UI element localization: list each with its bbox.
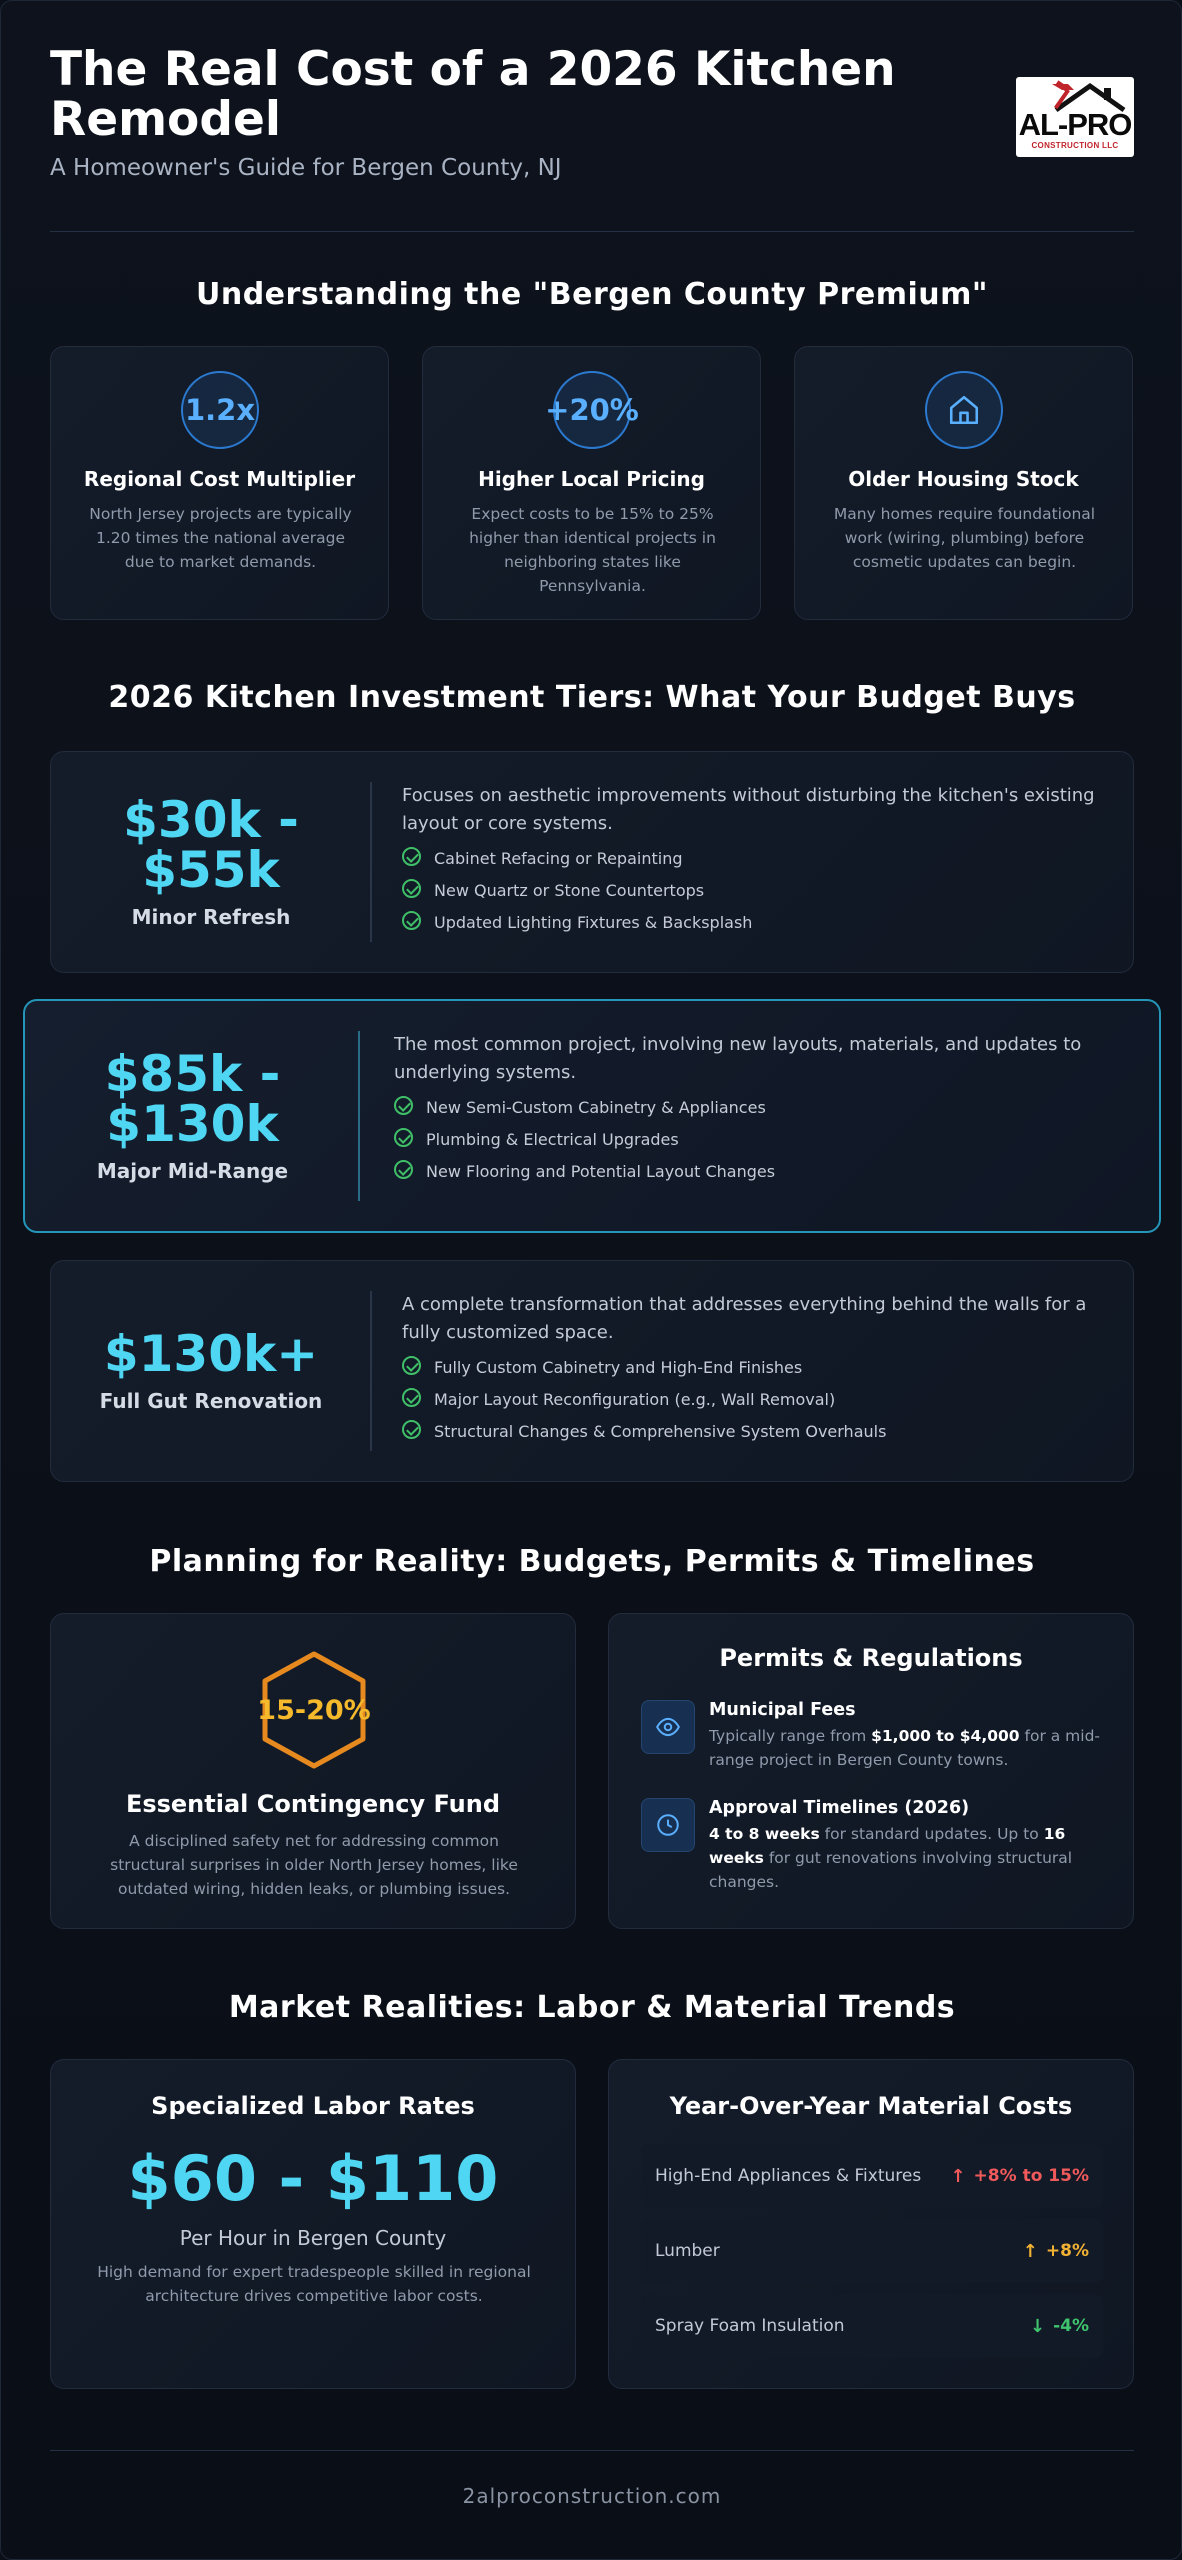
feature-item: [402, 1355, 1122, 1379]
feature-label: New Semi-Custom Cabinetry & Appliances: [426, 1097, 766, 1117]
header: [50, 42, 1134, 195]
material-change: ↑ +8% to 15%: [950, 2165, 1089, 2187]
permit-text: [709, 1700, 1101, 1772]
tier-divider: [370, 782, 372, 942]
contingency-title: Essential Contingency Fund: [125, 1790, 501, 1818]
feature-item: [394, 1095, 1134, 1119]
material-change: ↑ +8%: [1022, 2240, 1089, 2262]
pricing-badge: +20%: [553, 371, 631, 449]
contingency-card: [50, 1613, 576, 1929]
feature-item: [402, 1419, 1122, 1443]
check-circle-icon: [394, 1096, 416, 1118]
tier-details: [402, 782, 1122, 934]
feature-label: Cabinet Refacing or Repainting: [434, 848, 683, 868]
labor-desc: High demand for expert tradespeople skilled in regional architecture drives competitive labor costs.: [97, 2263, 531, 2305]
tier-details: [394, 1031, 1134, 1183]
logo-subtext: CONSTRUCTION LLC: [1031, 141, 1119, 150]
contingency-desc: A disciplined safety net for addressing common structural surprises in older North Jersey homes, like outdated wiring, hidden leaks, or plumbing issues.: [110, 1832, 518, 1898]
premium-card-housing: [794, 346, 1133, 620]
material-name: Spray Foam Insulation: [655, 2316, 845, 2336]
check-circle-icon: [394, 1160, 416, 1182]
arrow-up-icon: ↑: [950, 2165, 966, 2187]
labor-rates-card: [50, 2059, 576, 2389]
multiplier-badge: 1.2x: [181, 371, 259, 449]
feature-item: [402, 878, 1122, 902]
feature-label: Major Layout Reconfiguration (e.g., Wall Removal): [434, 1389, 836, 1409]
arrow-down-icon: ↓: [1029, 2315, 1046, 2337]
tier-name: Full Gut Renovation: [99, 1389, 323, 1413]
market-section-title: Market Realities: Labor & Material Trends: [228, 1990, 956, 2025]
premium-card-desc: Many homes require foundational work (wiring, plumbing) before cosmetic updates can begin.: [833, 505, 1096, 571]
feature-item: [402, 846, 1122, 870]
premium-card-title: Older Housing Stock: [848, 467, 1079, 491]
material-costs-card: [608, 2059, 1134, 2389]
permit-name: Municipal Fees: [709, 1700, 856, 1720]
footer-url[interactable]: 2alproconstruction.com: [462, 2484, 722, 2508]
check-circle-icon: [402, 1420, 424, 1442]
permit-desc: Typically range from $1,000 to $4,000 for a mid-range project in Bergen County towns.: [709, 1727, 1101, 1769]
tier-name: Minor Refresh: [131, 905, 291, 929]
logo-text: AL-PRO: [1018, 107, 1132, 142]
feature-label: New Flooring and Potential Layout Changes: [426, 1161, 776, 1181]
permit-desc: 4 to 8 weeks for standard updates. Up to 16 weeks for gut renovations involving structural changes.: [709, 1825, 1073, 1891]
house-icon: [925, 371, 1003, 449]
contingency-value: 15-20%: [257, 1694, 371, 1726]
page-title: The Real Cost of a 2026 Kitchen Remodel: [50, 42, 896, 147]
check-circle-icon: [402, 1356, 424, 1378]
arrow-up-icon: ↑: [1022, 2240, 1038, 2262]
feature-item: [394, 1127, 1134, 1151]
premium-card-multiplier: [50, 346, 389, 620]
permit-name: Approval Timelines (2026): [709, 1798, 970, 1818]
eye-icon: [641, 1700, 695, 1754]
tier-name: Major Mid-Range: [96, 1159, 289, 1183]
feature-item: [402, 910, 1122, 934]
check-circle-icon: [402, 1388, 424, 1410]
planning-section-title: Planning for Reality: Budgets, Permits & Timelines: [149, 1544, 1035, 1579]
tier-price: $85k - $130k: [104, 1045, 281, 1153]
premium-card-title: Higher Local Pricing: [478, 467, 705, 491]
labor-rate: $60 - $110: [127, 2142, 499, 2215]
labor-unit: Per Hour in Bergen County: [179, 2226, 447, 2250]
feature-label: Plumbing & Electrical Upgrades: [426, 1129, 679, 1149]
divider: [50, 231, 1134, 232]
check-circle-icon: [402, 847, 424, 869]
tier-details: [402, 1291, 1122, 1443]
page-subtitle: A Homeowner's Guide for Bergen County, NJ: [50, 155, 562, 181]
permit-text: [709, 1798, 1101, 1894]
material-row: [641, 2294, 1103, 2358]
tier-price: $30k - $55k: [123, 791, 299, 899]
permits-title: Permits & Regulations: [719, 1644, 1023, 1672]
feature-label: Structural Changes & Comprehensive System Overhauls: [434, 1421, 887, 1441]
tier-price-block: [51, 1261, 371, 1481]
tier-price: $130k+: [103, 1325, 319, 1383]
check-circle-icon: [394, 1128, 416, 1150]
feature-item: [394, 1159, 1134, 1183]
permits-card: [608, 1613, 1134, 1929]
feature-item: [402, 1387, 1122, 1411]
materials-title: Year-Over-Year Material Costs: [669, 2092, 1073, 2120]
material-name: High-End Appliances & Fixtures: [655, 2166, 922, 2186]
tier-price-block: [25, 1001, 360, 1231]
tier-card-minor-refresh: [50, 751, 1134, 973]
tier-divider: [370, 1291, 372, 1451]
material-name: Lumber: [655, 2241, 720, 2261]
premium-card-desc: North Jersey projects are typically 1.20 times the national average due to market demands.: [89, 505, 352, 571]
material-change: ↓ -4%: [1029, 2315, 1089, 2337]
feature-label: Fully Custom Cabinetry and High-End Finishes: [434, 1357, 803, 1377]
divider: [50, 2450, 1134, 2451]
tier-desc: A complete transformation that addresses everything behind the walls for a fully customized space.: [402, 1294, 1087, 1343]
feature-label: New Quartz or Stone Countertops: [434, 880, 705, 900]
tier-divider: [358, 1031, 360, 1201]
material-row: [641, 2144, 1103, 2208]
company-logo: [1016, 77, 1134, 157]
tier-desc: Focuses on aesthetic improvements without disturbing the kitchen's existing layout or core systems.: [402, 785, 1095, 834]
tier-desc: The most common project, involving new layouts, materials, and updates to underlying systems.: [394, 1034, 1082, 1083]
premium-card-pricing: [422, 346, 761, 620]
premium-card-desc: Expect costs to be 15% to 25% higher than identical projects in neighboring states like Pennsylvania.: [469, 505, 716, 595]
tier-price-block: [51, 752, 371, 972]
labor-title: Specialized Labor Rates: [151, 2092, 475, 2120]
premium-section-title: Understanding the "Bergen County Premium": [195, 277, 989, 312]
tier-card-major-mid-range: [23, 999, 1161, 1233]
hexagon-badge: [254, 1650, 374, 1770]
feature-label: Updated Lighting Fixtures & Backsplash: [434, 912, 753, 932]
check-circle-icon: [402, 911, 424, 933]
tiers-section-title: 2026 Kitchen Investment Tiers: What Your Budget Buys: [108, 680, 1076, 715]
tier-card-full-gut: [50, 1260, 1134, 1482]
clock-icon: [641, 1798, 695, 1852]
check-circle-icon: [402, 879, 424, 901]
premium-card-title: Regional Cost Multiplier: [83, 467, 356, 491]
material-row: [641, 2219, 1103, 2283]
